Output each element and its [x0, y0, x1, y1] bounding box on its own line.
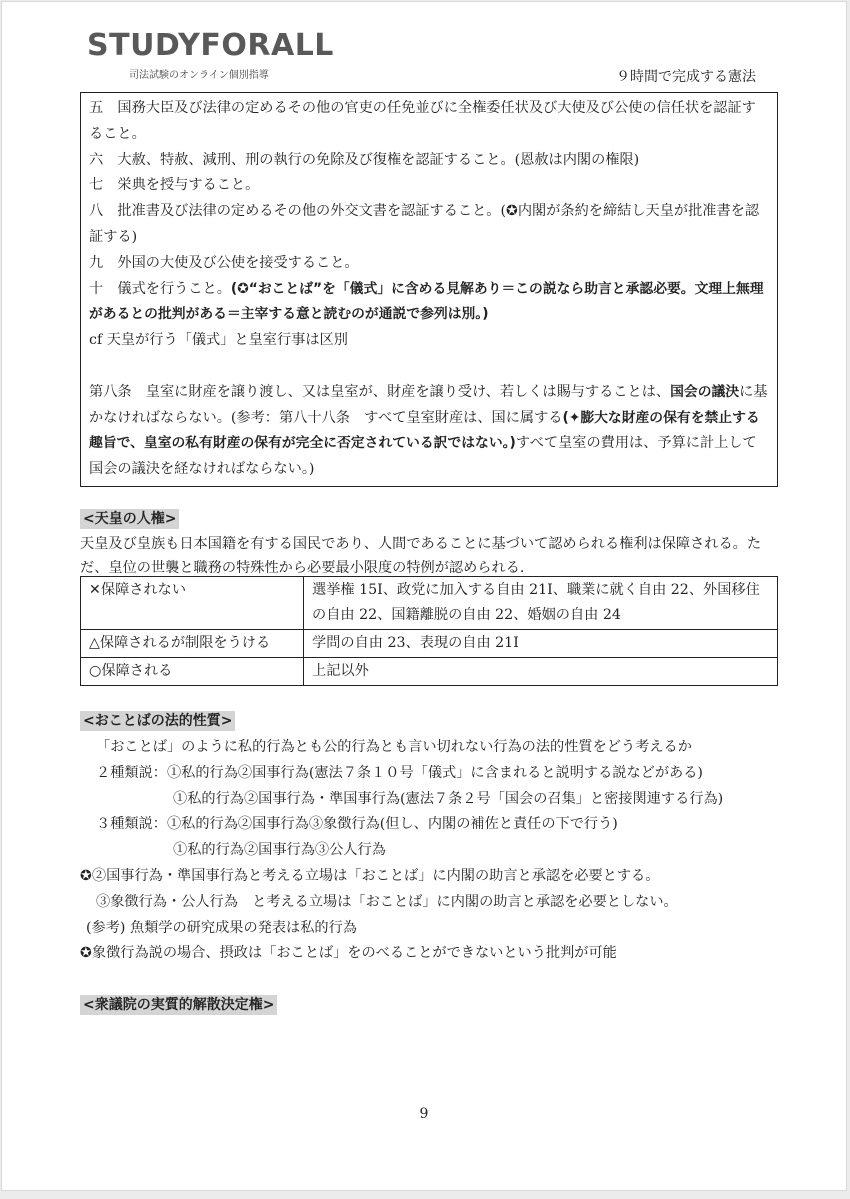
list-item: ✪②国事行為・準国事行為と考える立場は「おことば」に内閣の助言と承認を必要とする。: [80, 867, 660, 884]
okotoba-discussion: [80, 735, 800, 967]
table-row: [81, 630, 778, 658]
table-cell-label: △保障されるが制限をうける: [81, 630, 304, 658]
constitution-article-box: [80, 92, 778, 487]
article-item-10-text: 十 儀式を行うこと。: [89, 280, 231, 297]
article-item-5: 五 国務大臣及び法律の定めるその他の官吏の任免並びに全権委任状及び大使及び公使の信任状を認証すること。: [89, 100, 756, 142]
article-item-6: 六 大赦、特赦、減刑、刑の執行の免除及び復権を認証すること。(恩赦は内閣の権限): [89, 151, 640, 168]
book-title: ９時間で完成する憲法: [616, 69, 756, 85]
article-item-10-note: (✪“おことば”を「儀式」に含める見解あり＝この説なら助言と承認必要。文理上無理があるとの批判がある＝主宰する意と読むのが通説で参列は別。): [89, 280, 764, 323]
list-item: ２種類説：①私的行為②国事行為(憲法７条１０号「儀式」に含まれると説明する説などがある): [96, 764, 703, 781]
table-cell-value: 選挙権 15Ⅰ、政党に加入する自由 21Ⅰ、職業に就く自由 22、外国移住の自由 22、国籍離脱の自由 22、婚姻の自由 24: [304, 577, 778, 630]
article-item-10: [89, 277, 769, 329]
list-item: ✪象徴行為説の場合、摂政は「おことば」をのべることができないという批判が可能: [80, 945, 617, 962]
list-item: ３種類説：①私的行為②国事行為③象徴行為(但し、内閣の補佐と責任の下で行う): [96, 816, 618, 833]
section-heading-okotoba: <おことばの法的性質>: [80, 711, 235, 731]
list-item: ①私的行為②国事行為③公人行為: [173, 842, 386, 859]
list-item: ①私的行為②国事行為・準国事行為(憲法７条２号「国会の召集」と密接関連する行為): [173, 790, 724, 807]
table-cell-value: 上記以外: [304, 658, 778, 686]
article-item-9: 九 外国の大使及び公使を接受すること。: [89, 254, 359, 271]
article-item-7: 七 栄典を授与すること。: [89, 177, 260, 194]
table-cell-label: ✕保障されない: [81, 577, 304, 630]
article-8-text-e: すべて皇室の費用は、予算に計上して国会の議決を経なければならない。): [89, 435, 757, 478]
table-row: [81, 658, 778, 686]
article-8-note: (✦膨大な財産の保有を禁止する趣旨で、皇室の私有財産の保有が完全に否定されている訳ではない。): [89, 409, 760, 452]
list-item: 「おことば」のように私的行為とも公的行為とも言い切れない行為の法的性質をどう考えるか: [96, 739, 692, 755]
document-page: [1, 1, 847, 1191]
list-item: ③象徴行為・公人行為 と考える立場は「おことば」に内閣の助言と承認を必要としない。: [96, 893, 678, 910]
list-item: (参考) 魚類学の研究成果の発表は私的行為: [86, 919, 357, 936]
article-cf-note: cf 天皇が行う「儀式」と皇室行事は区別: [89, 332, 348, 349]
emperor-rights-intro: 天皇及び皇族も日本国籍を有する国民であり、人間であることに基づいて認められる権利は保障される。ただ、皇位の世襲と職務の特殊性から必要最小限度の特例が認められる.: [80, 536, 762, 576]
brand-logo: STUDYFORALL: [87, 28, 334, 63]
spacer: [89, 354, 769, 380]
table-cell-label: ○保障される: [81, 658, 304, 686]
section-heading-dissolution: <衆議院の実質的解散決定権>: [80, 995, 277, 1015]
article-8-text-c: に基かなければならない。(参考：第八十八条 すべて皇室財産は、国に属する: [89, 383, 768, 426]
article-8: [89, 380, 769, 483]
table-cell-value: 学問の自由 23、表現の自由 21Ⅰ: [304, 630, 778, 658]
page-number: 9: [419, 1106, 429, 1122]
brand-tagline: 司法試験のオンライン個別指導: [129, 70, 269, 81]
table-row: [81, 577, 778, 630]
article-8-emphasis: 国会の議決: [670, 383, 740, 400]
article-8-text-a: 第八条 皇室に財産を譲り渡し、又は皇室が、財産を譲り受け、若しくは賜与することは、: [89, 383, 671, 400]
article-item-8: 八 批准書及び法律の定めるその他の外交文書を認証すること。(✪内閣が条約を締結し天皇が批准書を認証する): [89, 203, 760, 245]
section-heading-emperor-rights: <天皇の人権>: [80, 509, 179, 529]
emperor-rights-table: [80, 576, 778, 686]
